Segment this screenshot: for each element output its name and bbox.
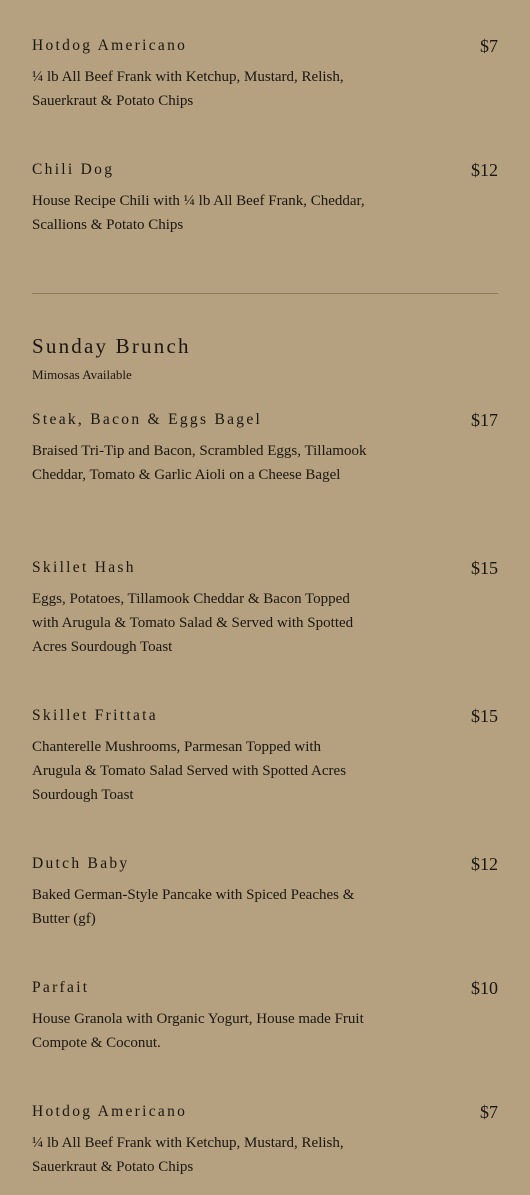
menu-item bbox=[32, 159, 498, 237]
menu-item-header bbox=[32, 977, 498, 999]
menu-item bbox=[32, 705, 498, 807]
menu-item-description: Eggs, Potatoes, Tillamook Cheddar & Bacon Topped with Arugula & Tomato Salad & Served with Spotted Acres Sourdough Toast bbox=[32, 591, 354, 655]
menu-item bbox=[32, 1101, 498, 1179]
menu-item-name: Steak, Bacon & Eggs Bagel bbox=[32, 411, 263, 428]
menu-item-header bbox=[32, 409, 498, 431]
menu-item-name: Skillet Frittata bbox=[32, 707, 158, 724]
menu-item-description: ¼ lb All Beef Frank with Ketchup, Mustard, Relish, Sauerkraut & Potato Chips bbox=[32, 69, 344, 109]
menu-item-description: House Granola with Organic Yogurt, House made Fruit Compote & Coconut. bbox=[32, 1011, 364, 1051]
menu-item-name: Parfait bbox=[32, 979, 90, 996]
menu-item-header bbox=[32, 705, 498, 727]
menu-item-price: $17 bbox=[471, 410, 498, 430]
menu-item-name: Chili Dog bbox=[32, 161, 115, 178]
menu-item-price: $10 bbox=[471, 978, 498, 998]
menu-item-name: Hotdog Americano bbox=[32, 37, 188, 54]
menu-item-header bbox=[32, 557, 498, 579]
menu-item-description: Braised Tri-Tip and Bacon, Scrambled Eggs, Tillamook Cheddar, Tomato & Garlic Aioli on a Cheese Bagel bbox=[32, 443, 367, 483]
menu-item-price: $12 bbox=[471, 160, 498, 180]
section-note: Mimosas Available bbox=[32, 367, 132, 382]
menu-item bbox=[32, 409, 498, 487]
menu-item-name: Dutch Baby bbox=[32, 855, 130, 872]
menu-item bbox=[32, 557, 498, 659]
menu-item-price: $15 bbox=[471, 558, 498, 578]
menu-item-name: Hotdog Americano bbox=[32, 1103, 188, 1120]
menu-item bbox=[32, 35, 498, 113]
menu-item bbox=[32, 853, 498, 931]
menu-item bbox=[32, 977, 498, 1055]
menu-item-header bbox=[32, 1101, 498, 1123]
menu-item-description: Chanterelle Mushrooms, Parmesan Topped with Arugula & Tomato Salad Served with Spotted Acres Sourdough Toast bbox=[32, 739, 347, 803]
menu-item-description: Baked German-Style Pancake with Spiced Peaches & Butter (gf) bbox=[32, 887, 355, 927]
menu-item-description: ¼ lb All Beef Frank with Ketchup, Mustard, Relish, Sauerkraut & Potato Chips bbox=[32, 1135, 344, 1175]
section-divider bbox=[32, 293, 498, 294]
section-title: Sunday Brunch bbox=[32, 334, 191, 358]
menu-item-price: $12 bbox=[471, 854, 498, 874]
menu-item-header bbox=[32, 159, 498, 181]
menu-item-header bbox=[32, 35, 498, 57]
menu-item-description: House Recipe Chili with ¼ lb All Beef Frank, Cheddar, Scallions & Potato Chips bbox=[32, 193, 365, 233]
menu-item-price: $15 bbox=[471, 706, 498, 726]
menu-item-price: $7 bbox=[480, 1102, 498, 1122]
menu-item-header bbox=[32, 853, 498, 875]
menu-item-name: Skillet Hash bbox=[32, 559, 136, 576]
menu-item-price: $7 bbox=[480, 36, 498, 56]
